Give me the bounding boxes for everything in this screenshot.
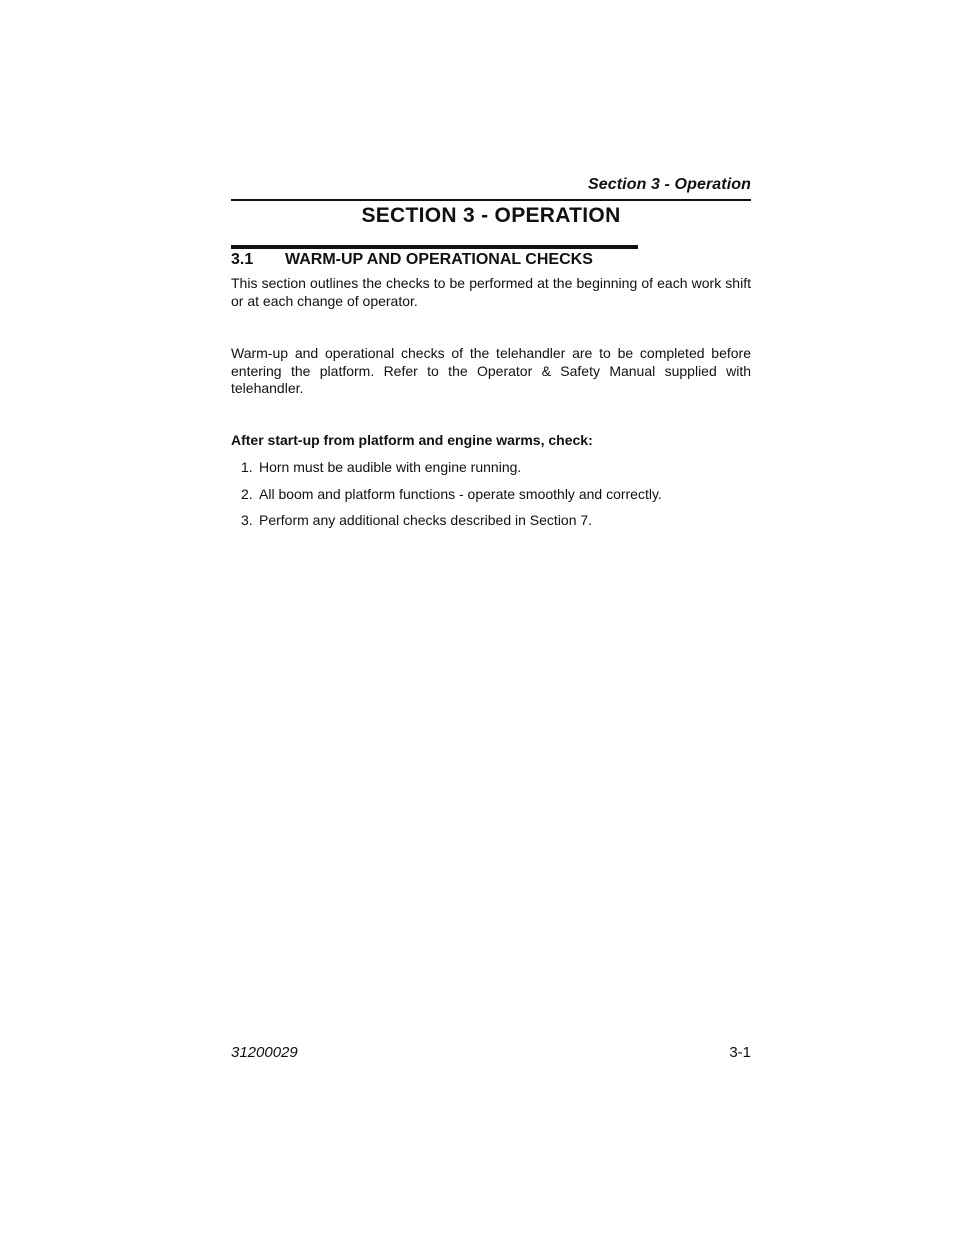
footer-document-number: 31200029 xyxy=(231,1044,298,1061)
list-item xyxy=(231,512,751,539)
list-item-number: 2. xyxy=(241,485,253,502)
telehandler-paragraph: Warm-up and operational checks of the telehandler are to be completed before entering the platform. Refer to the Operator & Safety Manual supplied with telehandler. xyxy=(231,345,751,396)
list-item-number: 3. xyxy=(241,512,253,528)
checks-heading: After start-up from platform and engine warms, check: xyxy=(231,432,593,448)
section-title: SECTION 3 - OPERATION xyxy=(361,204,621,227)
subsection-heading xyxy=(231,251,593,269)
list-item-text: All boom and platform functions - operate smoothly and correctly. xyxy=(259,485,662,502)
intro-paragraph: This section outlines the checks to be performed at the beginning of each work shift or at each change of operator. xyxy=(231,275,751,309)
header-rule xyxy=(231,199,751,201)
subsection-title: WARM-UP AND OPERATIONAL CHECKS xyxy=(285,251,593,268)
subsection-number: 3.1 xyxy=(231,251,254,268)
manual-page xyxy=(231,0,751,1235)
footer-page-number: 3-1 xyxy=(729,1044,751,1061)
running-header: Section 3 - Operation xyxy=(587,176,751,193)
list-item xyxy=(231,459,751,486)
list-item-text: Perform any additional checks described in Section 7. xyxy=(259,512,593,528)
list-item xyxy=(231,486,751,513)
list-item-text: Horn must be audible with engine running. xyxy=(259,459,522,475)
checks-list xyxy=(231,459,751,539)
subsection-rule xyxy=(231,245,638,249)
list-item-number: 1. xyxy=(241,459,253,475)
